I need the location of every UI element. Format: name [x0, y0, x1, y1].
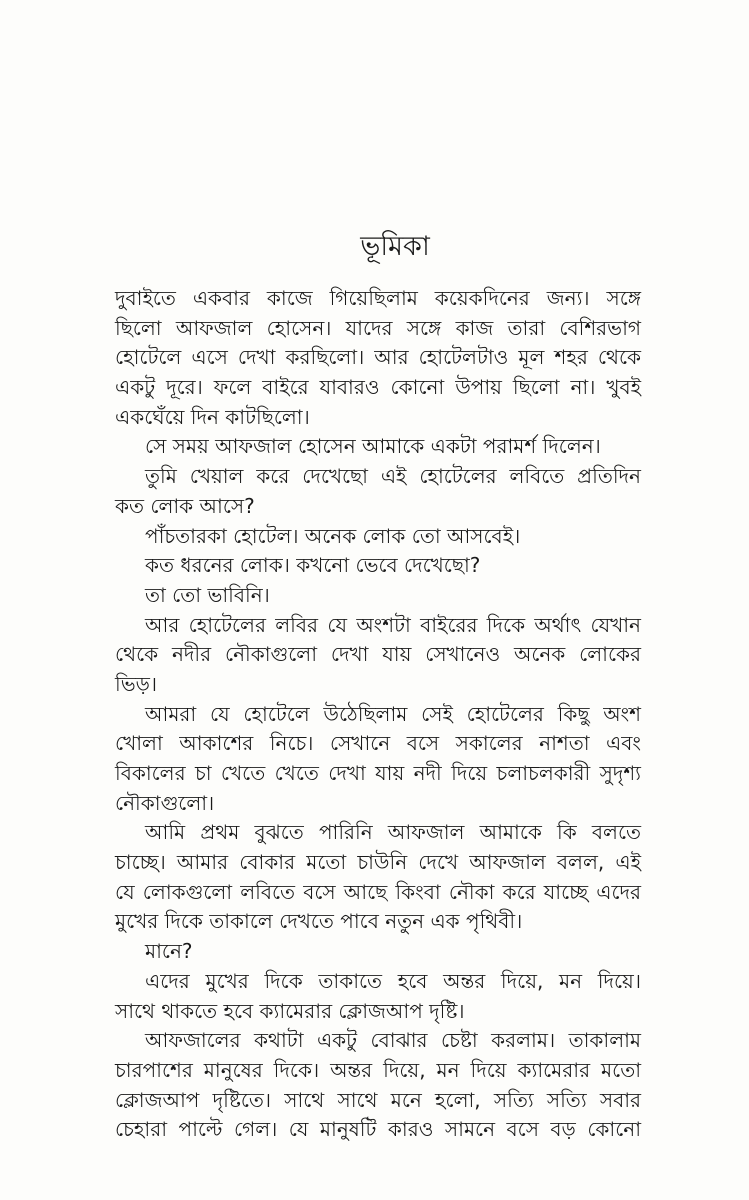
text-line: মুখের দিকে তাকালে দেখতে পাবে নতুন এক পৃথিবী।	[115, 909, 523, 934]
text-line: একটু দূরে। ফলে বাইরে যাবারও কোনো উপায় ছিলো না। খুবই	[115, 375, 641, 400]
text-line: আর হোটেলের লবির যে অংশটা বাইরের দিকে অর্থাৎ যেখান	[145, 612, 641, 637]
paragraph	[115, 462, 641, 521]
text-line: খোলা আকাশের নিচে। সেখানে বসে সকালের নাশতা এবং	[115, 731, 641, 756]
paragraph	[115, 581, 641, 611]
text-line: ভিড়।	[115, 671, 158, 696]
text-line: আফজালের কথাটা একটু বোঝার চেষ্টা করলাম। তাকালাম	[145, 1028, 641, 1053]
paragraph	[115, 818, 641, 937]
text-line: ছিলো আফজাল হোসেন। যাদের সঙ্গে কাজ তারা বেশিরভাগ	[115, 315, 641, 340]
text-line: তা তো ভাবিনি।	[145, 582, 270, 607]
text-line: ক্লোজআপ দৃষ্টিতে। সাথে সাথে মনে হলো, সত্যি সত্যি সবার	[115, 1087, 641, 1112]
text-line: থেকে নদীর নৌকাগুলো দেখা যায় সেখানেও অনেক লোকের	[115, 642, 641, 667]
text-line: চারপাশের মানুষের দিকে। অন্তর দিয়ে, মন দিয়ে ক্যামেরার মতো	[115, 1057, 641, 1082]
text-line: যে লোকগুলো লবিতে বসে আছে কিংবা নৌকা করে যাচ্ছে এদের	[115, 879, 641, 904]
paragraph	[115, 967, 641, 1026]
paragraph	[115, 284, 641, 432]
text-line: সাথে থাকতে হবে ক্যামেরার ক্লোজআপ দৃষ্টি।	[115, 998, 465, 1023]
text-line: কত ধরনের লোক। কখনো ভেবে দেখেছো?	[145, 553, 481, 578]
paragraph	[115, 700, 641, 819]
paragraph	[115, 432, 641, 462]
paragraph	[115, 1026, 641, 1145]
text-line: আমি প্রথম বুঝতে পারিনি আফজাল আমাকে কি বলতে	[145, 820, 641, 845]
text-line: একঘেঁয়ে দিন কাটছিলো।	[115, 404, 310, 429]
text-line: হোটেলে এসে দেখা করছিলো। আর হোটেলটাও মূল শহর থেকে	[115, 345, 641, 370]
text-line: এদের মুখের দিকে তাকাতে হবে অন্তর দিয়ে, মন দিয়ে।	[145, 968, 641, 993]
document-body	[115, 284, 641, 1145]
text-line: মানে?	[145, 939, 193, 964]
text-line: পাঁচতারকা হোটেল। অনেক লোক তো আসবেই।	[145, 523, 521, 548]
text-line: চাচ্ছে। আমার বোকার মতো চাউনি দেখে আফজাল বলল, এই	[115, 850, 641, 875]
paragraph	[115, 611, 641, 700]
text-line: সে সময় আফজাল হোসেন আমাকে একটা পরামর্শ দিলেন।	[145, 434, 601, 459]
text-line: বিকালের চা খেতে খেতে দেখা যায় নদী দিয়ে চলাচলকারী সুদৃশ্য	[115, 761, 641, 785]
text-line: তুমি খেয়াল করে দেখেছো এই হোটেলের লবিতে প্রতিদিন	[145, 464, 641, 489]
text-line: আমরা যে হোটেলে উঠেছিলাম সেই হোটেলের কিছু অংশ	[145, 701, 641, 726]
text-line: চেহারা পাল্টে গেল। যে মানুষটি কারও সামনে বসে বড় কোনো	[115, 1117, 641, 1142]
paragraph	[115, 522, 641, 552]
page-title: ভূমিকা	[360, 231, 430, 262]
paragraph	[115, 551, 641, 581]
paragraph	[115, 937, 641, 967]
text-line: কত লোক আসে?	[115, 493, 255, 518]
text-line: দুবাইতে একবার কাজে গিয়েছিলাম কয়েকদিনের জন্য। সঙ্গে	[115, 286, 641, 310]
text-line: নৌকাগুলো।	[115, 790, 215, 815]
